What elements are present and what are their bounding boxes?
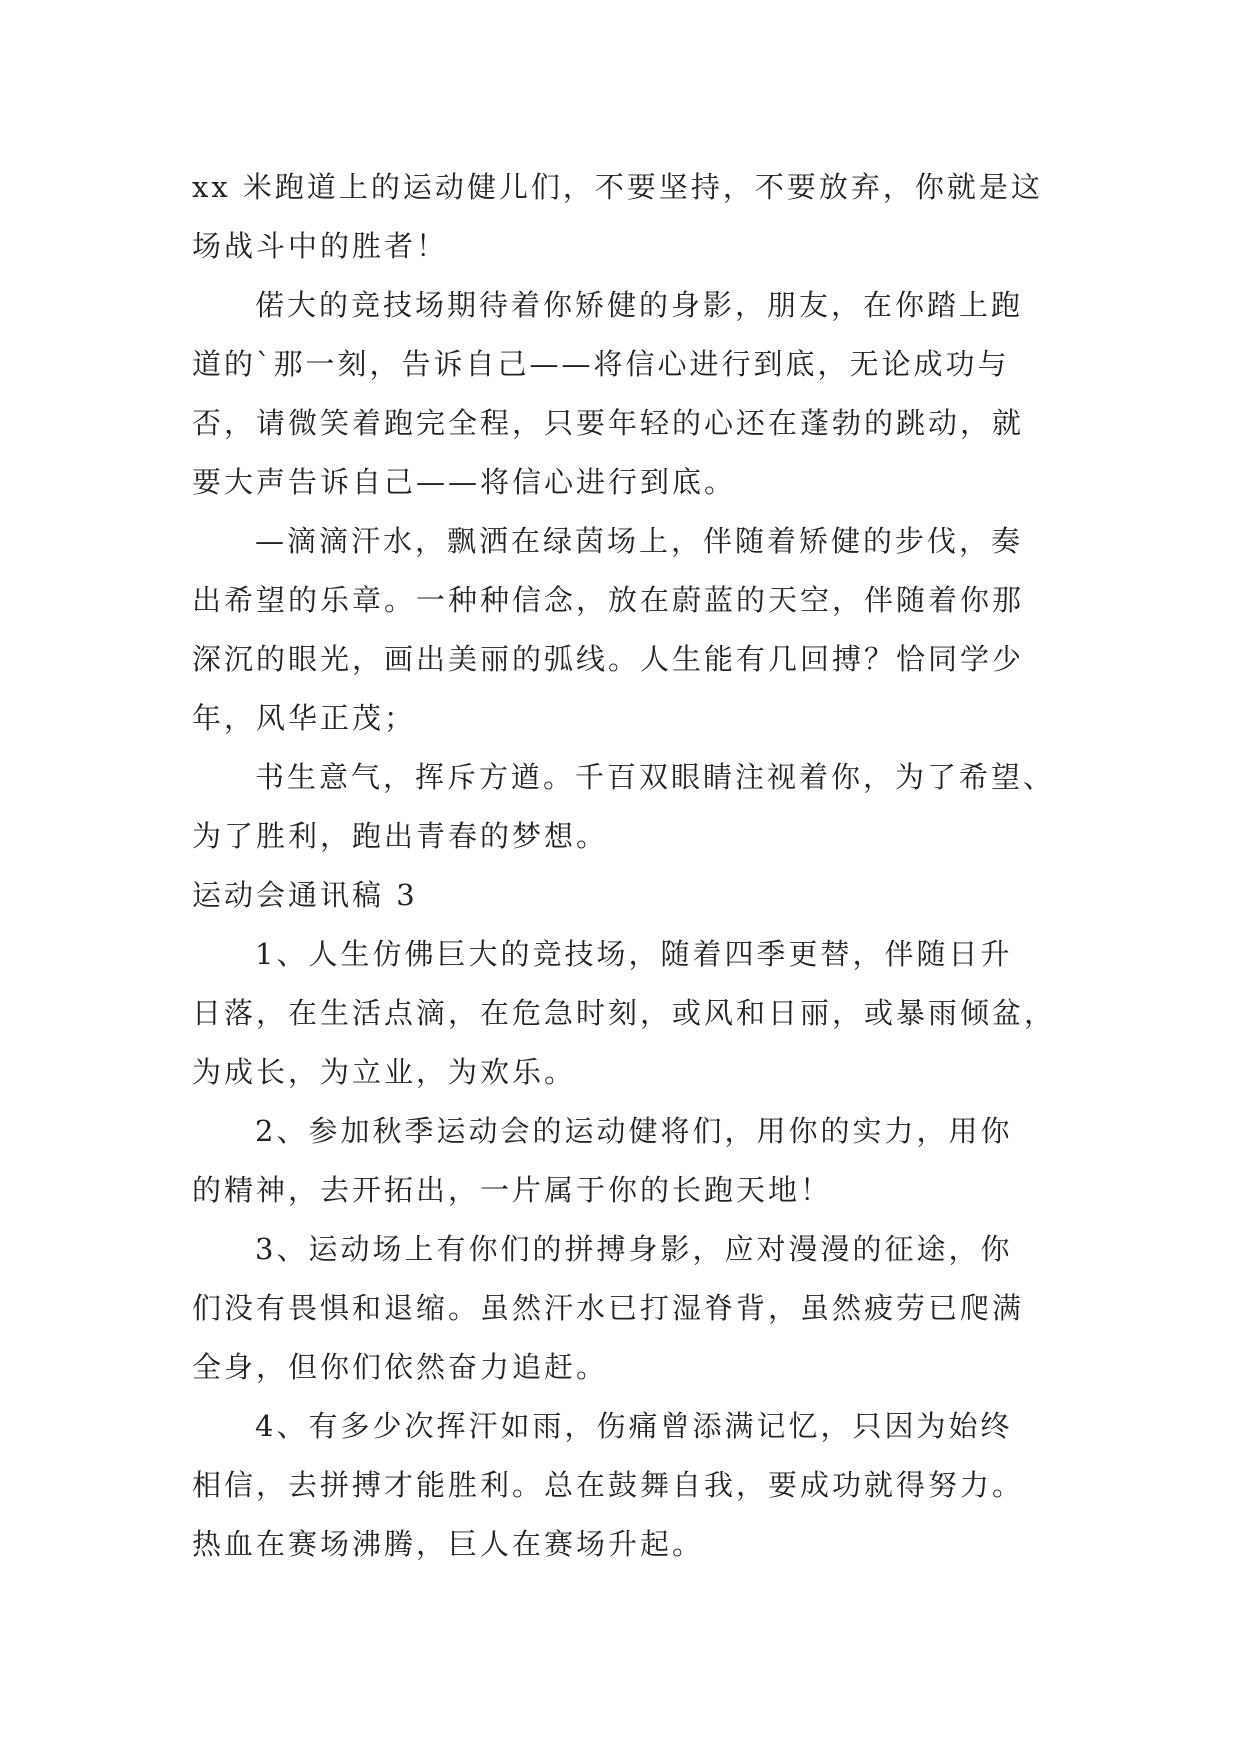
paragraph-line: 为成长，为立业，为欢乐。 xyxy=(192,1055,577,1089)
paragraph-line: 为了胜利，跑出青春的梦想。 xyxy=(192,819,609,853)
paragraph-line: 出希望的乐章。一种种信念，放在蔚蓝的天空，伴随着你那 xyxy=(192,583,1025,617)
paragraph xyxy=(192,276,1062,512)
paragraph xyxy=(192,158,1062,276)
paragraph-line: 要大声告诉自己——将信心进行到底。 xyxy=(192,465,737,499)
paragraph-line: 相信，去拼搏才能胜利。总在鼓舞自我，要成功就得努力。 xyxy=(192,1468,1025,1502)
section-title: 运动会通讯稿 3 xyxy=(192,878,418,912)
paragraph-line: 热血在赛场沸腾，巨人在赛场升起。 xyxy=(192,1527,705,1561)
paragraph-line: 3、运动场上有你们的拼搏身影，应对漫漫的征途，你 xyxy=(255,1232,1013,1266)
paragraph-line: 深沉的眼光，画出美丽的弧线。人生能有几回搏？恰同学少 xyxy=(192,642,1025,676)
paragraph xyxy=(192,925,1062,1102)
paragraph xyxy=(192,1397,1062,1574)
paragraph-line: 场战斗中的胜者！ xyxy=(192,229,449,263)
paragraph-line: 1、人生仿佛巨大的竞技场，随着四季更替，伴随日升 xyxy=(255,937,1013,971)
paragraph-line: 偌大的竞技场期待着你矫健的身影，朋友，在你踏上跑 xyxy=(255,288,1024,322)
paragraph xyxy=(192,512,1062,748)
paragraph-line: 4、有多少次挥汗如雨，伤痛曾添满记忆，只因为始终 xyxy=(255,1409,1013,1443)
paragraph-line: 们没有畏惧和退缩。虽然汗水已打湿脊背，虽然疲劳已爬满 xyxy=(192,1291,1025,1325)
paragraph-line: —滴滴汗水，飘洒在绿茵场上，伴随着矫健的步伐，奏 xyxy=(255,524,1024,558)
paragraph-line: 全身，但你们依然奋力追赶。 xyxy=(192,1350,609,1384)
paragraph xyxy=(192,748,1062,866)
document-body xyxy=(192,158,1062,1574)
paragraph-line: 的精神，去开拓出，一片属于你的长跑天地！ xyxy=(192,1173,833,1207)
paragraph-line: 日落，在生活点滴，在危急时刻，或风和日丽，或暴雨倾盆， xyxy=(192,996,1057,1030)
paragraph-line: 书生意气，挥斥方遒。千百双眼睛注视着你，为了希望、 xyxy=(255,760,1056,794)
paragraph-line: xx 米跑道上的运动健儿们，不要坚持，不要放弃，你就是这 xyxy=(192,170,1043,204)
paragraph xyxy=(192,1102,1062,1220)
paragraph-line: 否，请微笑着跑完全程，只要年轻的心还在蓬勃的跳动，就 xyxy=(192,406,1025,440)
paragraph xyxy=(192,1220,1062,1397)
paragraph-line: 2、参加秋季运动会的运动健将们，用你的实力，用你 xyxy=(255,1114,1013,1148)
paragraph-line: 年，风华正茂； xyxy=(192,701,417,735)
paragraph-line: 道的`那一刻，告诉自己——将信心进行到底，无论成功与 xyxy=(192,347,1010,381)
